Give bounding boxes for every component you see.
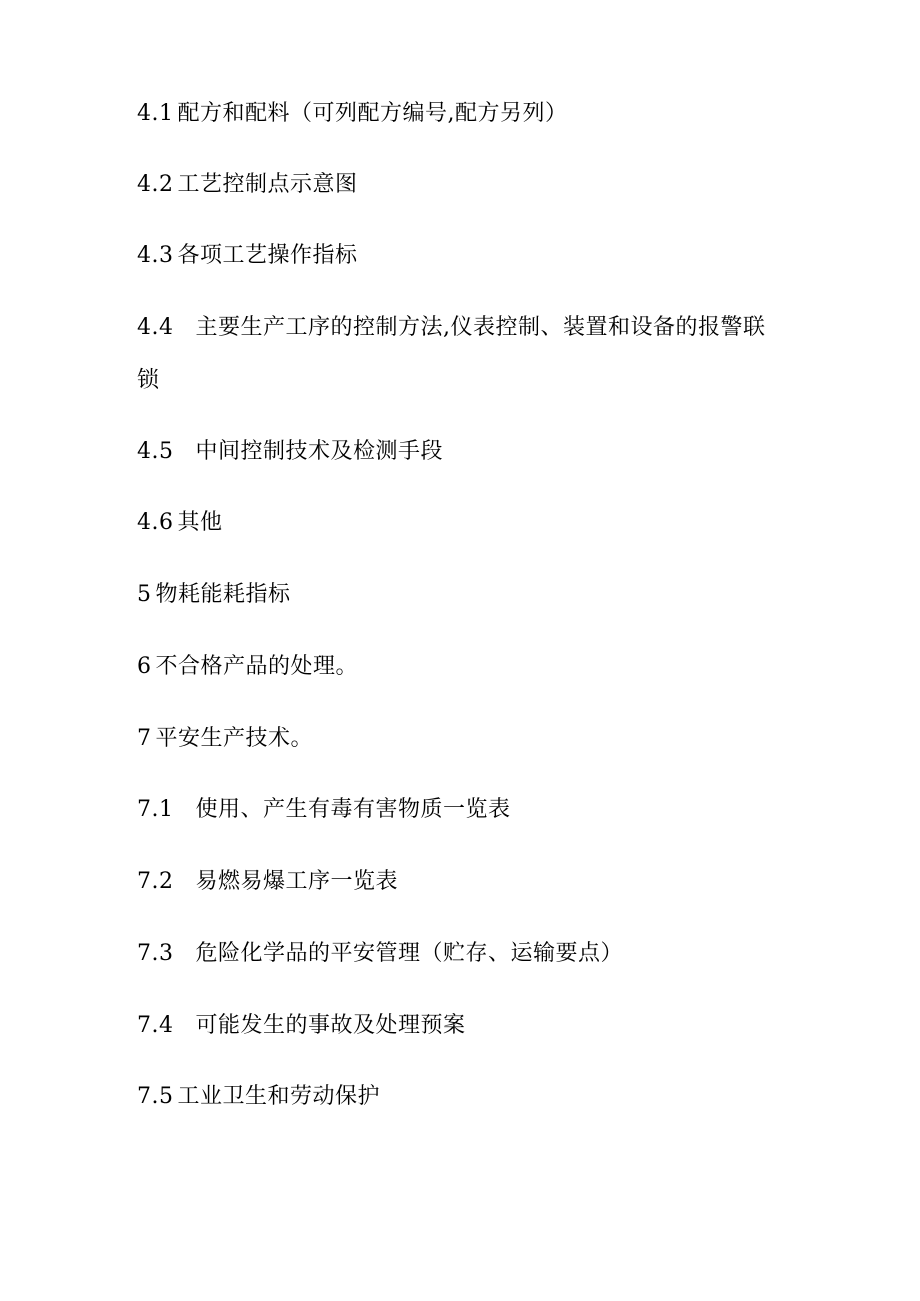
item-number: 4.3 — [137, 243, 174, 268]
item-text: 使用、产生有毒有害物质一览表 — [195, 797, 511, 822]
list-item-continuation — [137, 366, 160, 396]
list-item — [137, 241, 358, 271]
list-item — [137, 867, 398, 897]
item-text: 物耗能耗指标 — [155, 582, 291, 607]
item-text: 不合格产品的处理。 — [155, 654, 359, 679]
list-item — [137, 313, 766, 343]
item-number: 7.1 — [137, 797, 174, 822]
item-number: 7.3 — [137, 941, 174, 966]
list-item — [137, 795, 511, 825]
item-number: 4.4 — [137, 315, 174, 340]
item-text: 易燃易爆工序一览表 — [195, 869, 399, 894]
list-item — [137, 1082, 380, 1112]
list-item — [137, 99, 568, 129]
item-text: 各项工艺操作指标 — [177, 243, 358, 268]
item-text: 危险化学品的平安管理（贮存、运输要点） — [195, 941, 624, 966]
item-text: 中间控制技术及检测手段 — [195, 439, 444, 464]
item-text: 主要生产工序的控制方法,仪表控制、装置和设备的报警联 — [195, 315, 766, 340]
item-number: 5 — [137, 582, 152, 607]
item-text: 其他 — [177, 510, 223, 535]
item-number: 4.1 — [137, 101, 174, 126]
list-item — [137, 437, 443, 467]
item-number: 7.4 — [137, 1013, 174, 1038]
item-number: 6 — [137, 654, 152, 679]
item-text-continuation: 锁 — [137, 368, 160, 393]
list-item — [137, 580, 291, 610]
item-text: 工艺控制点示意图 — [177, 172, 358, 197]
list-item — [137, 724, 313, 754]
list-item — [137, 508, 223, 538]
item-text: 平安生产技术。 — [155, 726, 314, 751]
item-number: 4.6 — [137, 510, 174, 535]
item-text: 可能发生的事故及处理预案 — [195, 1013, 466, 1038]
item-number: 7 — [137, 726, 152, 751]
item-number: 7.5 — [137, 1084, 174, 1109]
list-item — [137, 939, 623, 969]
list-item — [137, 1011, 466, 1041]
item-text: 配方和配料（可列配方编号,配方另列） — [177, 101, 568, 126]
item-number: 4.2 — [137, 172, 174, 197]
list-item — [137, 652, 358, 682]
item-number: 4.5 — [137, 439, 174, 464]
item-text: 工业卫生和劳动保护 — [177, 1084, 381, 1109]
list-item — [137, 170, 358, 200]
item-number: 7.2 — [137, 869, 174, 894]
